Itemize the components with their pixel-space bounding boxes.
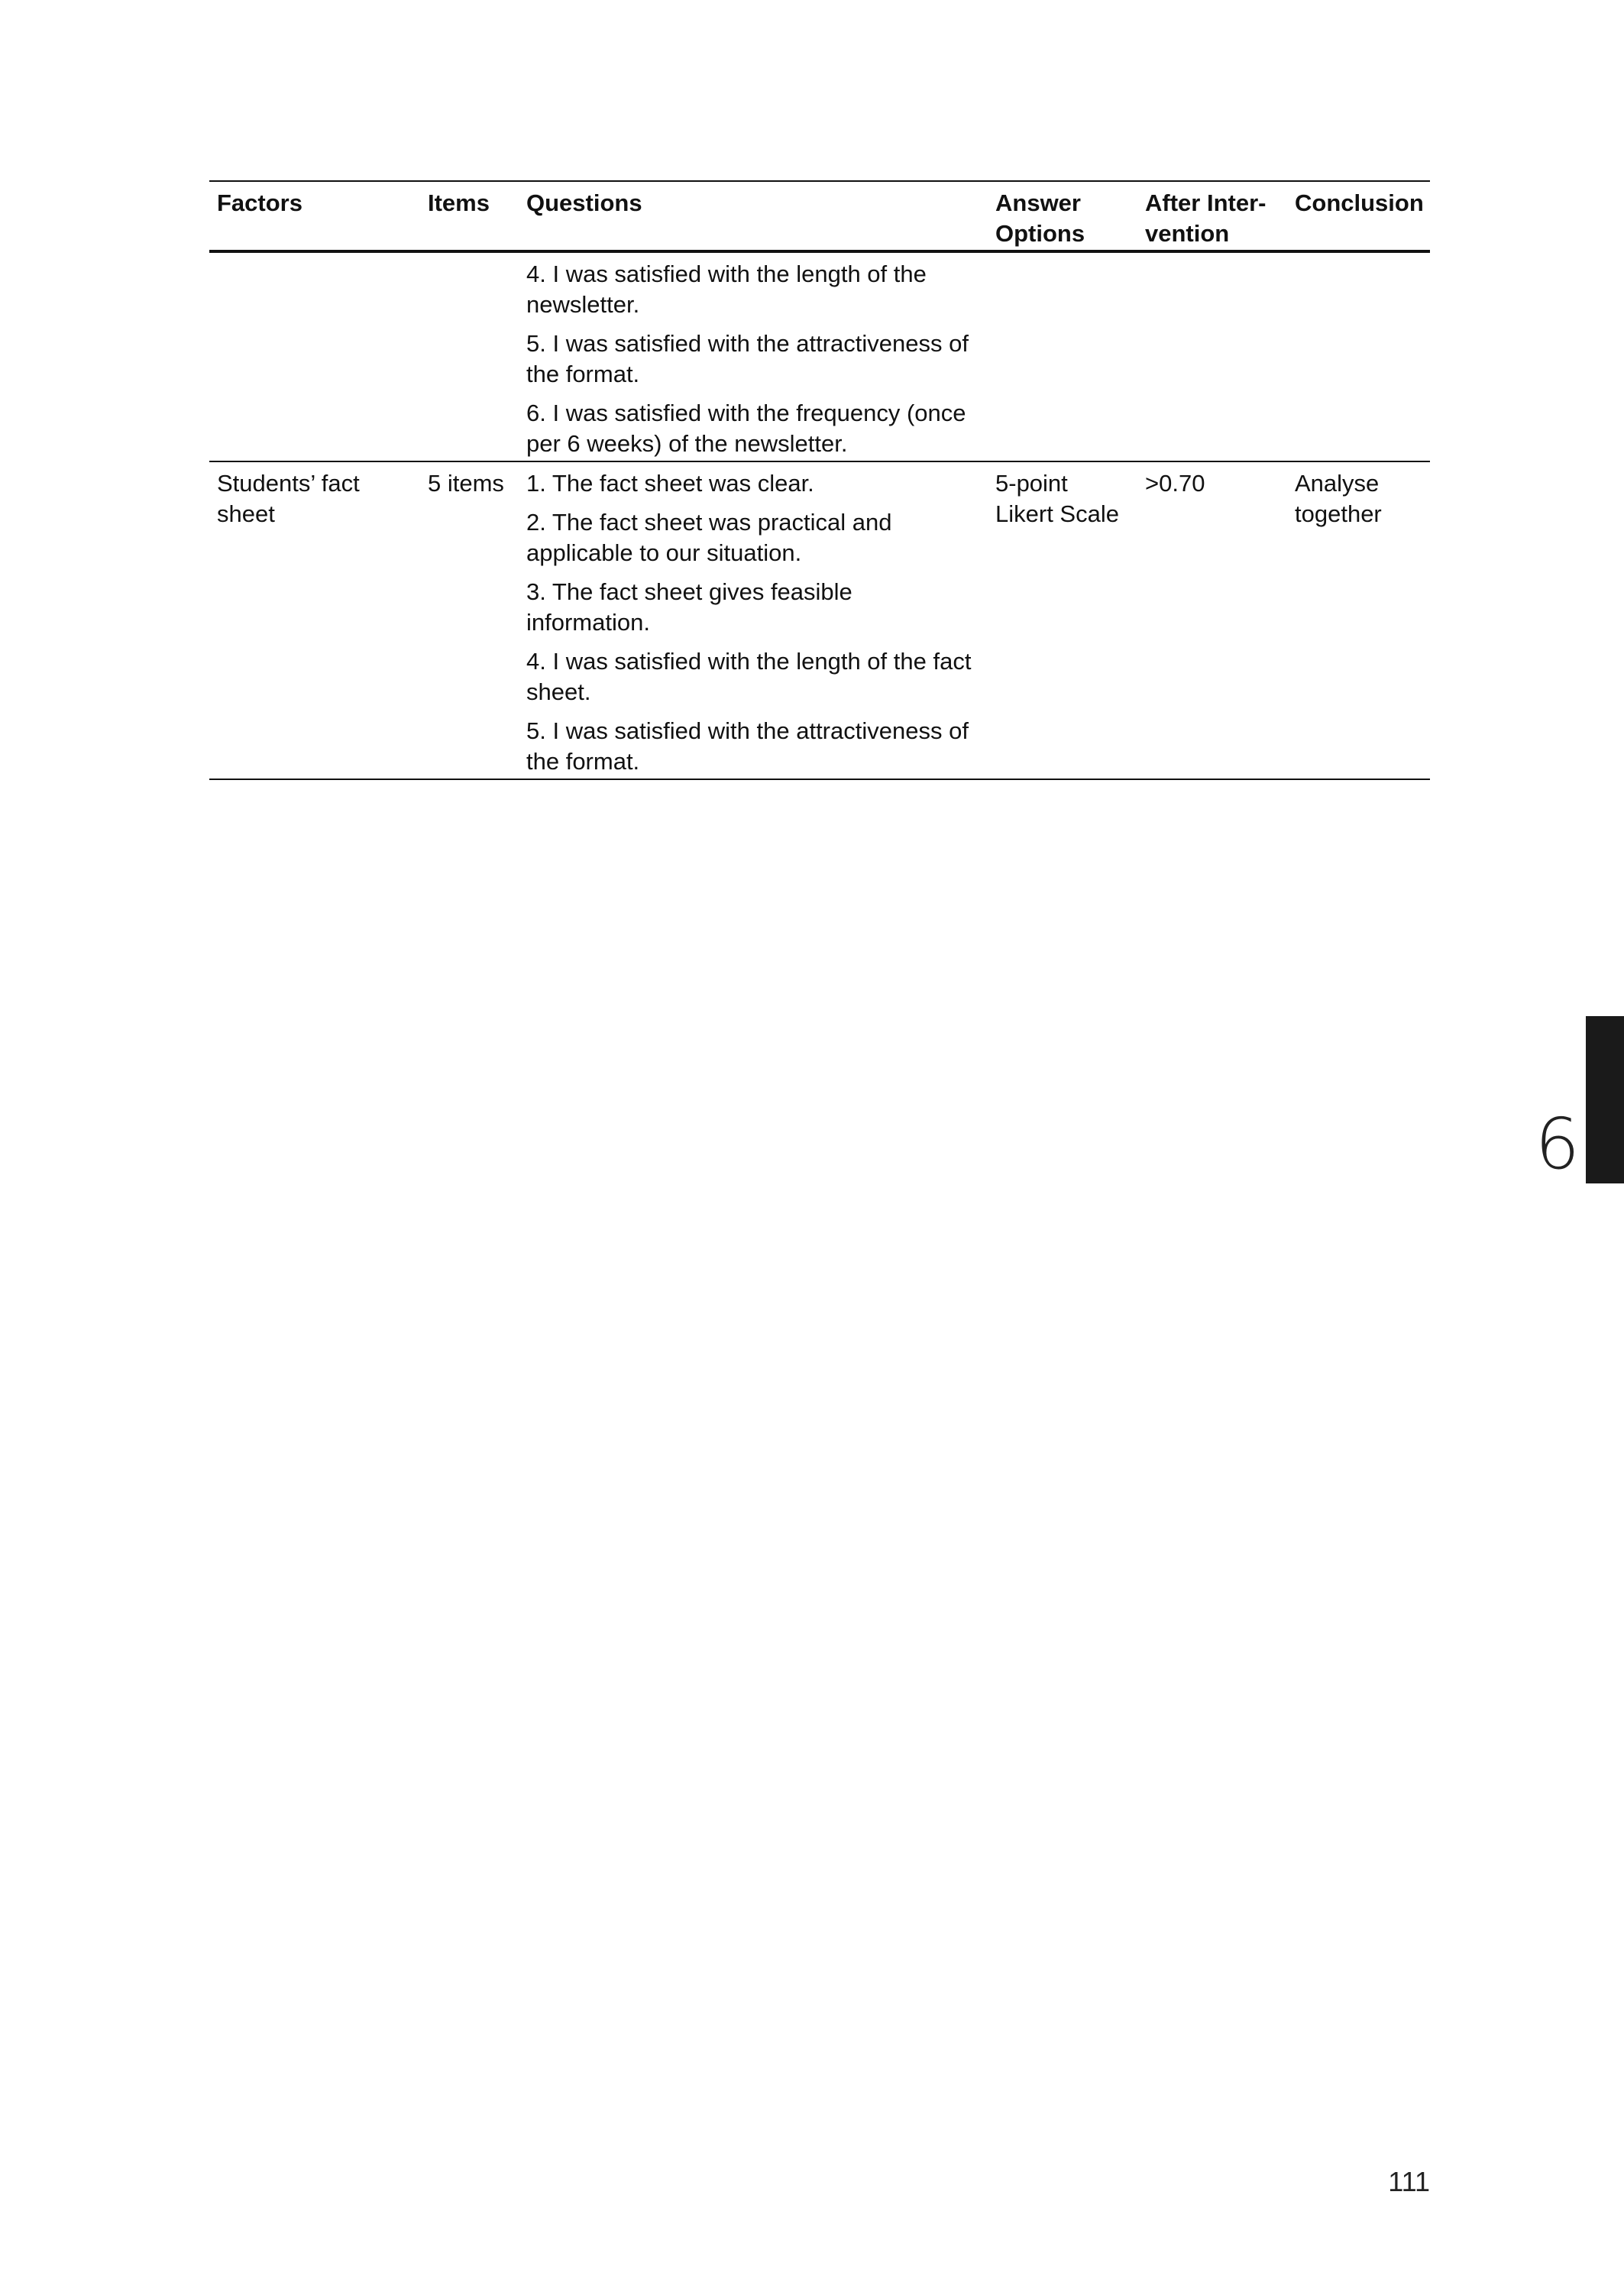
table-header-row — [209, 181, 1430, 251]
cell-answer-options: 5-point Likert Scale — [995, 470, 1119, 527]
cell-conclusion: Analyse together — [1295, 470, 1382, 527]
cell-conclusion — [1287, 251, 1430, 461]
cell-questions — [519, 461, 988, 779]
chapter-number: 6 — [1535, 1103, 1580, 1185]
question-item: 4. I was satisfied with the length of the fact sheet. — [526, 648, 972, 705]
question-item: 5. I was satisfied with the attractiveness of the format. — [526, 717, 969, 775]
cell-factor: Students’ fact sheet — [217, 470, 360, 527]
question-item: 1. The fact sheet was clear. — [526, 470, 814, 497]
question-list — [526, 259, 980, 459]
header-conclusion: Conclusion — [1295, 189, 1424, 216]
question-item: 3. The fact sheet gives feasible information. — [526, 578, 852, 636]
question-item: 4. I was satisfied with the length of the newsletter. — [526, 261, 927, 318]
cell-factor — [209, 251, 420, 461]
cell-items — [420, 251, 519, 461]
factors-table — [209, 180, 1430, 780]
header-factors: Factors — [217, 189, 302, 216]
header-questions: Questions — [526, 189, 642, 216]
header-after-intervention: After Inter-vention — [1145, 189, 1267, 247]
header-answer-options: Answer Options — [995, 189, 1085, 247]
question-item: 5. I was satisfied with the attractiveness of the format. — [526, 330, 969, 387]
chapter-tab-marker — [1586, 1016, 1624, 1183]
question-item: 2. The fact sheet was practical and applicable to our situation. — [526, 509, 892, 566]
cell-after-intervention — [1137, 251, 1287, 461]
cell-after-intervention: >0.70 — [1145, 470, 1205, 497]
cell-questions — [519, 251, 988, 461]
header-items: Items — [428, 189, 490, 216]
question-list — [526, 468, 980, 777]
question-item: 6. I was satisfied with the frequency (once per 6 weeks) of the newsletter. — [526, 400, 966, 457]
cell-answer-options — [988, 251, 1137, 461]
table-row — [209, 461, 1430, 779]
page-number: 111 — [1388, 2166, 1430, 2197]
table-row — [209, 251, 1430, 461]
cell-items: 5 items — [428, 470, 504, 497]
data-table-container — [209, 180, 1430, 780]
